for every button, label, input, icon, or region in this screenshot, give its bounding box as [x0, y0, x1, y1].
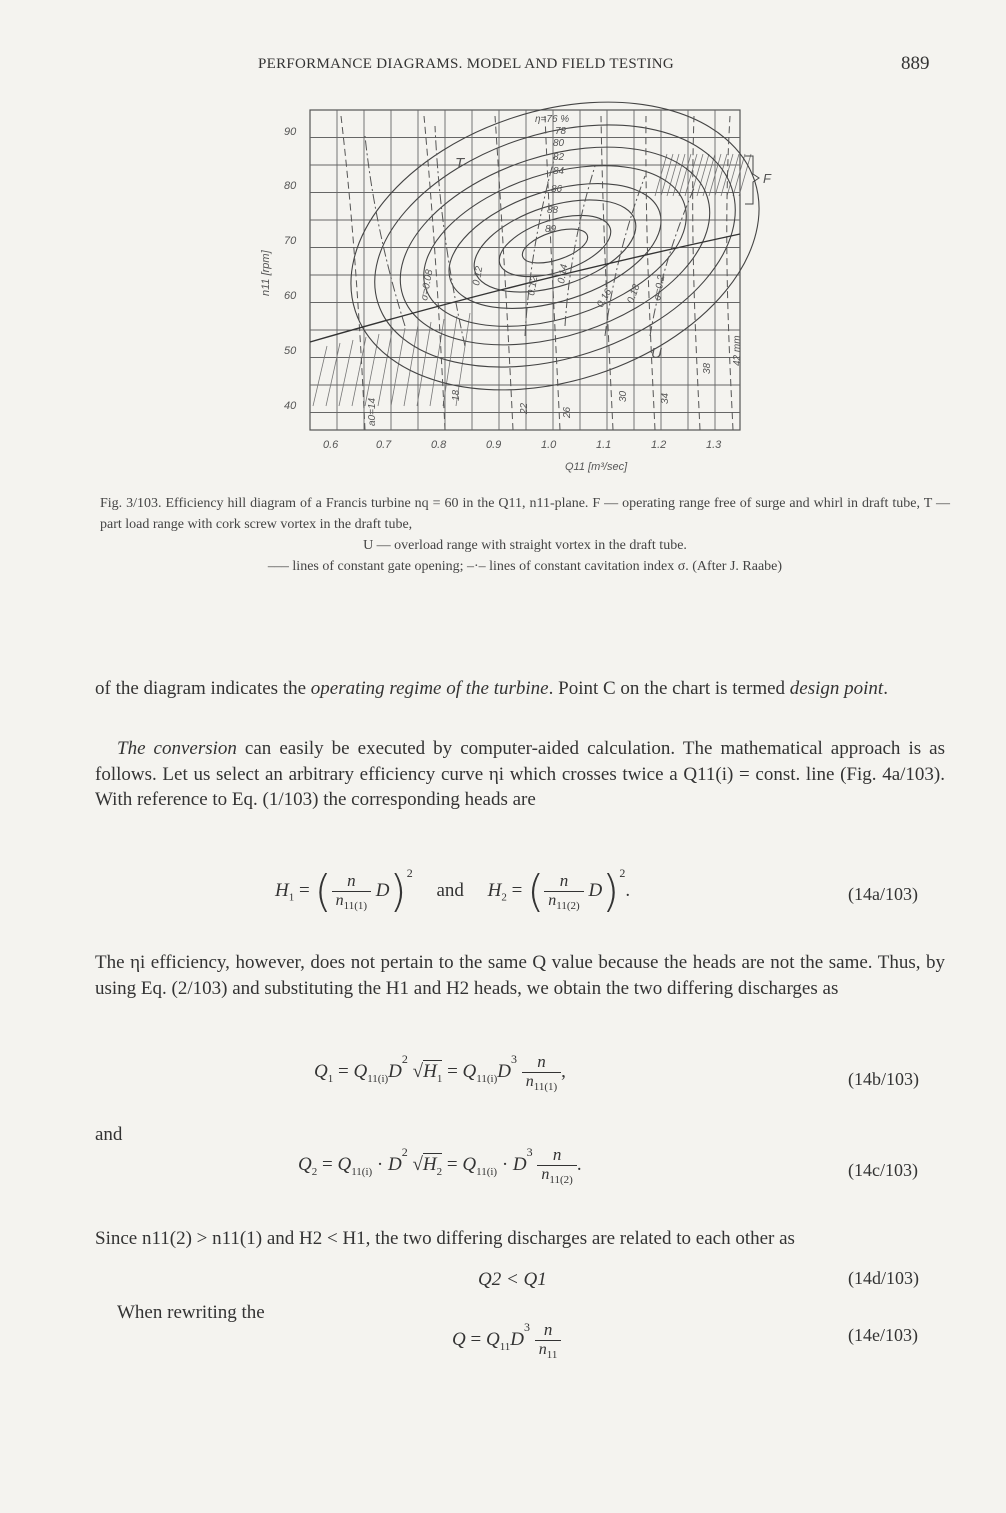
efficiency-label: 89	[545, 224, 557, 235]
equation-label: (14e/103)	[848, 1325, 918, 1345]
emphasis: operating regime of the turbine	[310, 678, 549, 699]
y-tick: 80	[284, 180, 297, 192]
sigma-label: σ=0.08	[419, 268, 436, 302]
x-tick: 0.6	[323, 439, 339, 451]
equation-14a: $H_1$ = ( $\frac{n}{n_{11(1)}}$ D)$^2$ and $H_2$ = ( $\frac{n}{n_{11(2)}}$ D)$^2$.	[275, 866, 631, 917]
x-tick: 0.9	[486, 439, 502, 451]
paragraph-3: The ηi efficiency, however, does not pertain to the same Q value because the heads are not the same. Thus, by using Eq. (2/103) and substituting the H1 and H2 heads, we obtain the two differing discharges as	[95, 952, 945, 999]
paragraph-2	[95, 736, 945, 813]
caption-line: U — overload range with straight vortex in the draft tube.	[363, 538, 687, 553]
region-label-U: U	[651, 345, 662, 362]
efficiency-label: 80	[553, 138, 565, 149]
y-axis-label: n11 [rpm]	[260, 250, 272, 296]
efficiency-label: η=76 %	[535, 114, 570, 125]
gate-label: 22	[519, 402, 530, 414]
efficiency-hill-diagram	[255, 96, 795, 486]
y-tick: 40	[284, 400, 297, 412]
sigma-label: 0.14	[556, 263, 571, 285]
x-tick: 0.8	[431, 439, 447, 451]
x-tick: 1.1	[596, 439, 612, 451]
gate-label: 26	[562, 406, 573, 418]
text: . Point C on the chart is termed	[548, 678, 790, 699]
sigma-label: σ=0.2	[652, 274, 668, 302]
page-number: 889	[901, 53, 930, 74]
equation-label: (14d/103)	[848, 1268, 919, 1288]
efficiency-label: 78	[555, 126, 567, 137]
and-word: and	[95, 1124, 123, 1145]
efficiency-label: 86	[551, 184, 563, 195]
y-tick: 50	[284, 345, 297, 357]
sigma-label: 0.12	[471, 265, 486, 287]
equation-14e: $Q = Q_{11}D^3$ $\frac{n}{n_{11}}$	[452, 1320, 561, 1361]
gate-label: 38	[702, 362, 713, 374]
equation-label: (14a/103)	[848, 884, 918, 904]
emphasis: The conversion	[117, 738, 237, 759]
gate-label: 30	[618, 390, 629, 402]
equation-label: (14b/103)	[848, 1069, 919, 1089]
x-tick: 0.7	[376, 439, 392, 451]
paragraph-4: Since n11(2) > n11(1) and H2 < H1, the two differing discharges are related to each other as	[95, 1228, 795, 1249]
paragraph-5: When rewriting the	[117, 1302, 265, 1323]
equation-14c: $Q_2 = Q_{11(i)} \cdot D^2$ $√H_2 = Q_{11(i)} \cdot D^3$ $\frac{n}{n_{11(2)}}$ .	[298, 1145, 582, 1187]
y-tick: 70	[284, 235, 297, 247]
x-tick: 1.0	[541, 439, 557, 451]
region-label-F: F	[763, 171, 771, 186]
y-tick: 90	[284, 126, 297, 138]
equation-14b: $Q_1 = Q_{11(i)}D^2$ $√H_1 = Q_{11(i)}D^3$ $\frac{n}{n_{11(1)}}$ ,	[314, 1052, 566, 1094]
text: can easily be executed by computer-aided calculation. The mathematical approach is as follows. Let us select an arbitrary efficiency curve ηi which crosses twice a Q11(i) = const. line (Fig. 4a/103). With reference to Eq. (1/103) the corresponding heads are	[95, 738, 945, 810]
gate-label: a0=14	[367, 397, 378, 426]
x-tick: 1.3	[706, 439, 722, 451]
running-title: PERFORMANCE DIAGRAMS. MODEL AND FIELD TESTING	[258, 56, 675, 72]
y-tick: 60	[284, 290, 297, 302]
gate-label: 42 mm	[732, 335, 743, 366]
efficiency-label: 88	[547, 205, 559, 216]
sigma-label: 0.16	[595, 287, 615, 310]
equation-label: (14c/103)	[848, 1160, 918, 1180]
caption-line: ––– lines of constant gate opening; –·– lines of constant cavitation index σ. (After J. Raabe)	[267, 559, 783, 574]
figure-caption	[100, 493, 950, 577]
emphasis: design point	[789, 678, 884, 699]
gate-label: 18	[451, 389, 462, 401]
x-axis-label: Q11 [m³/sec]	[565, 461, 628, 473]
x-tick: 1.2	[651, 439, 667, 451]
caption-line: Fig. 3/103. Efficiency hill diagram of a Francis turbine nq = 60 in the Q11, n11-plane. F — operating range free of surge and whirl in draft tube, T — part load range with cork screw vortex in the draft tube,	[100, 496, 950, 532]
efficiency-label: 82	[553, 152, 565, 163]
sigma-label: 0.18	[625, 282, 643, 306]
gate-label: 34	[660, 392, 671, 404]
text: .	[883, 678, 888, 699]
efficiency-label: 84	[553, 166, 565, 177]
sigma-label: 0.12	[526, 275, 541, 297]
region-label-T: T	[455, 155, 465, 172]
equation-14d: Q2 < Q1	[478, 1269, 547, 1290]
paragraph-1	[95, 676, 945, 702]
text: of the diagram indicates the	[95, 678, 311, 699]
